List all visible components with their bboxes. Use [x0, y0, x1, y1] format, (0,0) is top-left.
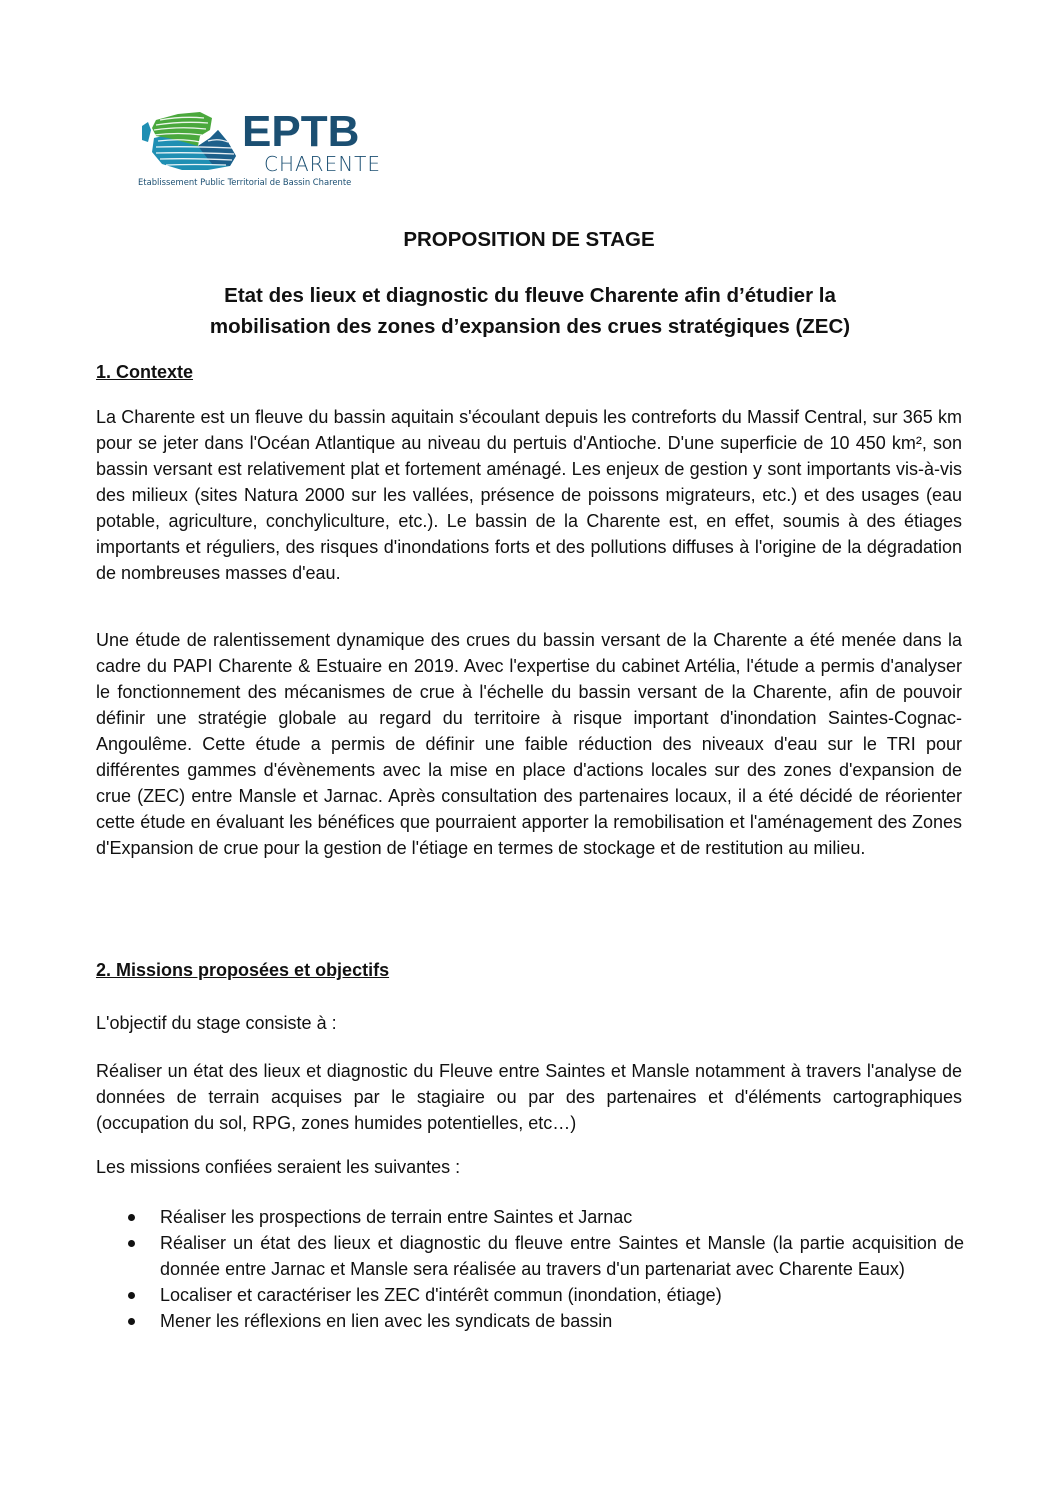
bullet-icon — [128, 1240, 135, 1247]
mission-item — [126, 1230, 964, 1282]
bullet-icon — [128, 1292, 135, 1299]
mission-text: Réaliser un état des lieux et diagnostic du fleuve entre Saintes et Mansle (la partie acquisition de donnée entre Jarnac et Mansle sera réalisée au travers d'un partenariat avec Charente Eaux) — [160, 1233, 964, 1279]
eptb-charente-logo — [138, 107, 382, 190]
mission-text: Réaliser les prospections de terrain entre Saintes et Jarnac — [160, 1207, 633, 1227]
mission-item — [126, 1282, 964, 1308]
logo-brand: EPTB — [242, 107, 360, 156]
bullet-icon — [128, 1318, 135, 1325]
document-title: PROPOSITION DE STAGE — [403, 228, 655, 251]
mission-item — [126, 1204, 964, 1230]
mission-text: Localiser et caractériser les ZEC d'intérêt commun (inondation, étiage) — [160, 1285, 722, 1305]
missions-intro: Les missions confiées seraient les suivantes : — [96, 1157, 461, 1177]
subtitle-line-1: Etat des lieux et diagnostic du fleuve Charente afin d’étudier la — [224, 284, 836, 307]
objective-intro: L'objectif du stage consiste à : — [96, 1013, 337, 1033]
context-paragraph-1: La Charente est un fleuve du bassin aquitain s'écoulant depuis les contreforts du Massif Central, sur 365 km pour se jeter dans l'Océan Atlantique au niveau du pertuis d'Antioche. D'une superficie de 10 450 km², son bassin versant est relativement plat et fortement aménagé. Les enjeux de gestion y sont importants vis-à-vis des milieux (sites Natura 2000 sur les vallées, présence de poissons migrateurs, etc.) et des usages (eau potable, agriculture, conchyliculture, etc.). Le bassin de la Charente est, en effet, soumis à des étiages importants et réguliers, des risques d'inondations forts et des pollutions diffuses à l'origine de la dégradation de nombreuses masses d'eau. — [96, 407, 962, 583]
section-heading-missions: 2. Missions proposées et objectifs — [96, 960, 390, 980]
document-subtitle — [90, 280, 970, 342]
section-heading-contexte: 1. Contexte — [96, 362, 194, 382]
bullet-icon — [128, 1214, 135, 1221]
context-paragraph-2: Une étude de ralentissement dynamique des crues du bassin versant de la Charente a été menée dans la cadre du PAPI Charente & Estuaire en 2019. Avec l'expertise du cabinet Artélia, l'étude a permis d'analyser le fonctionnement des mécanismes de crue à l'échelle du bassin versant de la Charente, afin de pouvoir définir une stratégie globale au regard du territoire à risque important d'inondation Saintes-Cognac-Angoulême. Cette étude a permis de définir une faible réduction des niveaux d'eau sur le TRI pour différentes gammes d'évènements avec la mise en place d'actions locales sur des zones d'expansion de crue (ZEC) entre Mansle et Jarnac. Après consultation des partenaires locaux, il a été décidé de réorienter cette étude en évaluant les bénéfices que pourraient apporter la remobilisation et l'aménagement des Zones d'Expansion de crue pour la gestion de l'étiage en termes de stockage et de restitution au milieu. — [96, 630, 962, 858]
objective-paragraph: Réaliser un état des lieux et diagnostic du Fleuve entre Saintes et Mansle notamment à travers l'analyse de données de terrain acquises par le stagiaire ou par des partenaires et d'éléments cartographiques (occupation du sol, RPG, zones humides potentielles, etc…) — [96, 1061, 962, 1133]
mission-text: Mener les réflexions en lien avec les syndicats de bassin — [160, 1311, 613, 1331]
missions-list — [126, 1204, 964, 1334]
mission-item — [126, 1308, 964, 1334]
charente-basin-map-icon — [138, 108, 240, 174]
logo-tagline: Etablissement Public Territorial de Bassin Charente — [138, 177, 352, 187]
logo-brand-sub: CHARENTE — [264, 152, 382, 176]
subtitle-line-2: mobilisation des zones d’expansion des crues stratégiques (ZEC) — [209, 315, 851, 338]
